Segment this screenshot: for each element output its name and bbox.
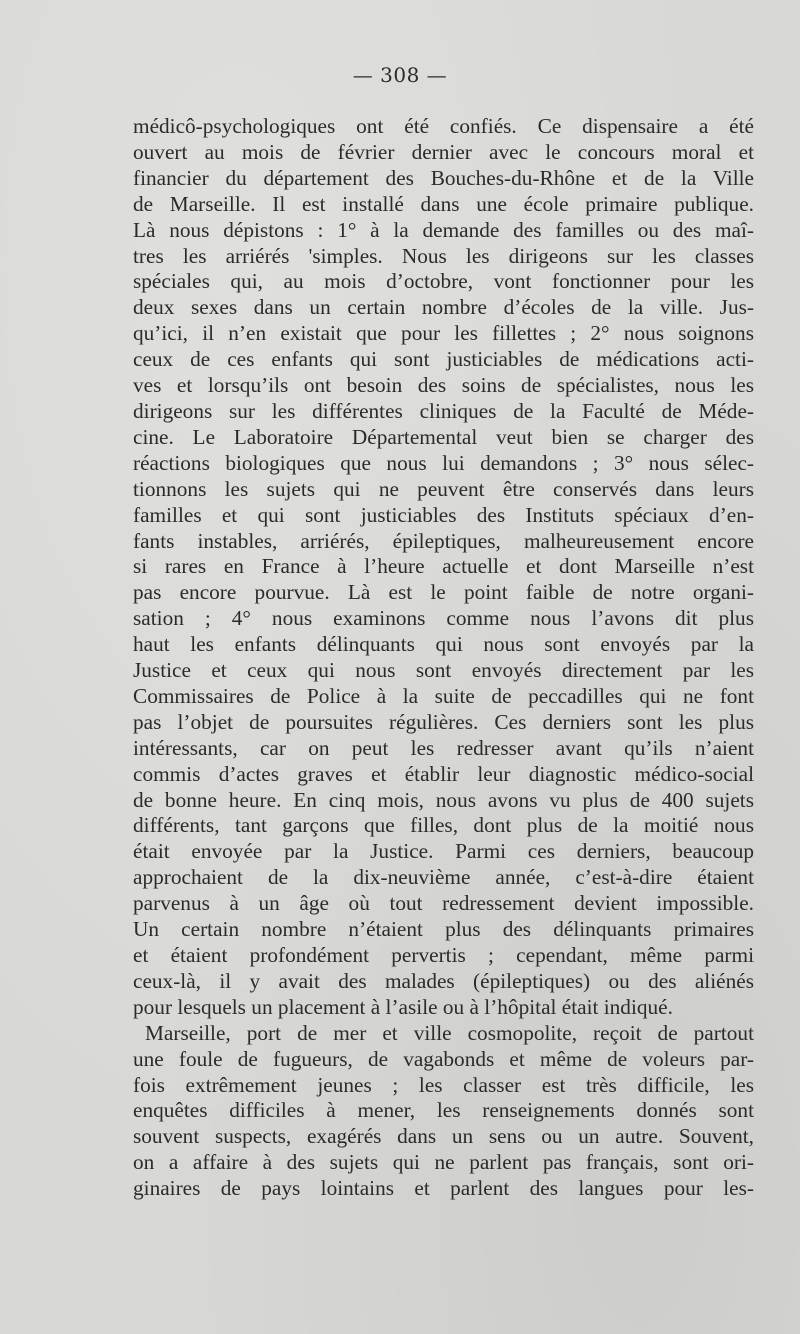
text-line: sation ; 4° nous examinons comme nous l’avons dit plus — [133, 606, 754, 631]
text-line: une foule de fugueurs, de vagabonds et même de voleurs par- — [133, 1046, 754, 1071]
text-line: tres les arriérés 'simples. Nous les dirigeons sur les classes — [133, 243, 754, 268]
text-line: ceux de ces enfants qui sont justiciables de médications acti- — [133, 347, 754, 372]
text-line: ves et lorsqu’ils ont besoin des soins de spécialistes, nous les — [133, 373, 754, 398]
text-line: ouvert au mois de février dernier avec le concours moral et — [133, 139, 754, 164]
text-line: deux sexes dans un certain nombre d’écoles de la ville. Jus- — [133, 295, 754, 320]
text-line: Justice et ceux qui nous sont envoyés directement par les — [133, 658, 754, 683]
text-line: financier du département des Bouches-du-Rhône et de la Ville — [133, 165, 754, 190]
text-line: approchaient de la dix-neuvième année, c’est-à-dire étaient — [133, 865, 754, 890]
text-line: Là nous dépistons : 1° à la demande des familles ou des maî- — [133, 217, 754, 242]
text-line: de Marseille. Il est installé dans une école primaire publique. — [133, 191, 754, 216]
text-line: parvenus à un âge où tout redressement devient impossible. — [133, 891, 754, 916]
text-line: Commissaires de Police à la suite de peccadilles qui ne font — [133, 683, 754, 708]
text-line: ceux-là, il y avait des malades (épileptiques) ou des aliénés — [133, 968, 754, 993]
text-line: réactions biologiques que nous lui demandons ; 3° nous sélec- — [133, 450, 754, 475]
text-line: fants instables, arriérés, épileptiques, malheureusement encore — [133, 528, 754, 553]
text-line: médicô-psychologiques ont été confiés. Ce dispensaire a été — [133, 114, 754, 138]
text-line: qu’ici, il n’en existait que pour les fillettes ; 2° nous soignons — [133, 321, 754, 346]
text-line: Marseille, port de mer et ville cosmopolite, reçoit de partout — [145, 1020, 754, 1045]
text-line: Un certain nombre n’étaient plus des délinquants primaires — [133, 917, 754, 942]
text-line: haut les enfants délinquants qui nous sont envoyés par la — [133, 632, 754, 657]
text-line: tionnons les sujets qui ne peuvent être conservés dans leurs — [133, 476, 754, 501]
text-line: pour lesquels un placement à l’asile ou à l’hôpital était indiqué. — [133, 994, 673, 1019]
text-line: fois extrêmement jeunes ; les classer est très difficile, les — [133, 1072, 754, 1097]
page-number: — 308 — — [352, 63, 448, 87]
text-line: commis d’actes graves et établir leur diagnostic médico-social — [133, 761, 754, 786]
text-line: enquêtes difficiles à mener, les renseignements donnés sont — [133, 1098, 754, 1123]
text-line: on a affaire à des sujets qui ne parlent pas français, sont ori- — [133, 1150, 754, 1175]
text-line: et étaient profondément pervertis ; cependant, même parmi — [133, 943, 754, 967]
text-line: intéressants, car on peut les redresser avant qu’ils n’aient — [133, 735, 754, 760]
text-line: si rares en France à l’heure actuelle et dont Marseille n’est — [133, 554, 754, 579]
text-line: cine. Le Laboratoire Départemental veut bien se charger des — [133, 424, 754, 449]
text-line: dirigeons sur les différentes cliniques de la Faculté de Méde- — [133, 398, 754, 423]
text-line: différents, tant garçons que filles, dont plus de la moitié nous — [133, 813, 754, 838]
text-line: de bonne heure. En cinq mois, nous avons vu plus de 400 sujets — [133, 787, 754, 812]
text-line: souvent suspects, exagérés dans un sens ou un autre. Souvent, — [133, 1124, 754, 1149]
text-line: pas encore pourvue. Là est le point faible de notre organi- — [133, 580, 754, 605]
text-line: familles et qui sont justiciables des Instituts spéciaux d’en- — [133, 502, 754, 527]
text-line: ginaires de pays lointains et parlent des langues pour les- — [133, 1176, 754, 1201]
text-line: spéciales qui, au mois d’octobre, vont fonctionner pour les — [133, 269, 754, 294]
text-line: pas l’objet de poursuites régulières. Ces derniers sont les plus — [133, 709, 754, 734]
body-text — [133, 114, 754, 1202]
text-line: était envoyée par la Justice. Parmi ces derniers, beaucoup — [133, 839, 754, 864]
